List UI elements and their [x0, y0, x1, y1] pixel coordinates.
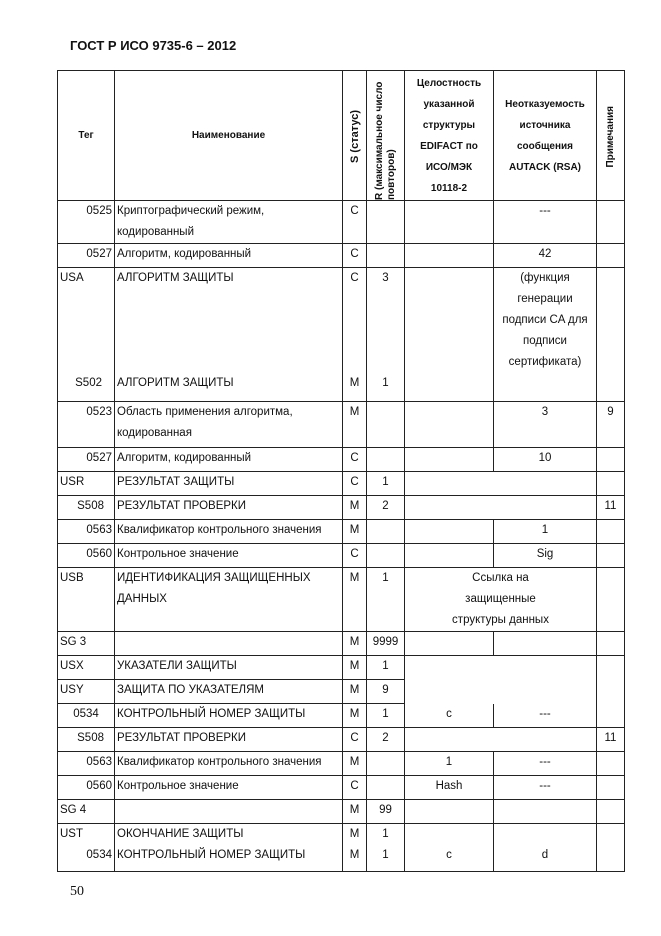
- autack-cell: d: [494, 824, 597, 872]
- tag-cell: USB: [58, 568, 115, 632]
- table-row: [58, 496, 625, 520]
- header-tag: Тег: [58, 71, 115, 201]
- table-row: [58, 824, 625, 872]
- status-cell: C: [343, 728, 367, 752]
- name-cell: РЕЗУЛЬТАТ ПРОВЕРКИ: [115, 496, 343, 520]
- status-cell: M: [343, 568, 367, 632]
- note-cell: [597, 448, 625, 472]
- note-cell: [597, 656, 625, 680]
- header-repeats: R (максимальное число повторов): [367, 71, 405, 201]
- table-row: [58, 568, 625, 632]
- tag-cell: 0563: [58, 520, 115, 544]
- autack-cell: 10: [494, 448, 597, 472]
- name-cell: Контрольное значение: [115, 544, 343, 568]
- edifact-cell: [405, 680, 494, 704]
- table-row: [58, 752, 625, 776]
- edifact-cell: [405, 402, 494, 448]
- edifact-cell: [405, 544, 494, 568]
- name-cell: РЕЗУЛЬТАТ ПРОВЕРКИ: [115, 728, 343, 752]
- note-cell: 11: [597, 728, 625, 752]
- tag-cell: 0527: [58, 244, 115, 268]
- table-row: [58, 776, 625, 800]
- name-cell: Алгоритм, кодированный: [115, 244, 343, 268]
- tag-cell: SG 3: [58, 632, 115, 656]
- repeats-cell: 99: [367, 800, 405, 824]
- header-name: Наименование: [115, 71, 343, 201]
- edifact-cell: [405, 201, 494, 244]
- tag-cell: USA S502: [58, 268, 115, 402]
- name-cell: Алгоритм, кодированный: [115, 448, 343, 472]
- header-edifact: Целостность указанной структуры EDIFACT по ИСО/МЭК 10118-2: [405, 71, 494, 201]
- note-cell: [597, 472, 625, 496]
- page-number: 50: [70, 884, 84, 899]
- note-cell: [597, 520, 625, 544]
- note-cell: [597, 201, 625, 244]
- autack-cell: ---: [494, 776, 597, 800]
- status-cell: M: [343, 496, 367, 520]
- name-cell: УКАЗАТЕЛИ ЗАЩИТЫ: [115, 656, 343, 680]
- repeats-cell: [367, 244, 405, 268]
- autack-cell: (функция генерации подписи CA для подписи сертификата): [494, 268, 597, 402]
- repeats-cell: 1: [367, 568, 405, 632]
- table-row: [58, 201, 625, 244]
- tag-cell: 0534: [58, 704, 115, 728]
- tag-cell: 0527: [58, 448, 115, 472]
- status-cell: M: [343, 800, 367, 824]
- header-autack: Неотказуемость источника сообщения AUTACK (RSA): [494, 71, 597, 201]
- document-title: ГОСТ Р ИСО 9735-6 – 2012: [70, 38, 237, 53]
- spec-table: [57, 70, 625, 872]
- autack-cell: [494, 680, 597, 704]
- table-row: [58, 472, 625, 496]
- tag-cell: USY: [58, 680, 115, 704]
- repeats-cell: 3 1: [367, 268, 405, 402]
- tag-cell: UST 0534: [58, 824, 115, 872]
- autack-cell: [494, 472, 597, 496]
- autack-cell: [494, 656, 597, 680]
- note-cell: [597, 800, 625, 824]
- name-cell: АЛГОРИТМ ЗАЩИТЫ АЛГОРИТМ ЗАЩИТЫ: [115, 268, 343, 402]
- status-cell: C: [343, 544, 367, 568]
- note-cell: [597, 776, 625, 800]
- header-row: [58, 71, 625, 201]
- note-cell: [597, 632, 625, 656]
- tag-cell: 0560: [58, 776, 115, 800]
- name-cell: Контрольное значение: [115, 776, 343, 800]
- autack-cell: [494, 728, 597, 752]
- note-cell: [597, 568, 625, 632]
- repeats-cell: [367, 520, 405, 544]
- repeats-cell: [367, 201, 405, 244]
- edifact-cell: Hash: [405, 776, 494, 800]
- merged-integrity-cell: Ссылка на защищенные структуры данных: [405, 568, 597, 632]
- autack-cell: ---: [494, 201, 597, 244]
- name-cell: ИДЕНТИФИКАЦИЯ ЗАЩИЩЕННЫХ ДАННЫХ: [115, 568, 343, 632]
- name-cell: [115, 800, 343, 824]
- status-cell: M: [343, 752, 367, 776]
- name-cell: РЕЗУЛЬТАТ ЗАЩИТЫ: [115, 472, 343, 496]
- autack-cell: [494, 632, 597, 656]
- edifact-cell: c: [405, 704, 494, 728]
- edifact-cell: [405, 728, 494, 752]
- note-cell: 9: [597, 402, 625, 448]
- header-notes: Примечания: [597, 71, 625, 201]
- table-row: [58, 448, 625, 472]
- repeats-cell: [367, 402, 405, 448]
- autack-cell: Sig: [494, 544, 597, 568]
- header-status: S (статус): [343, 71, 367, 201]
- status-cell: C: [343, 201, 367, 244]
- edifact-cell: [405, 632, 494, 656]
- repeats-cell: 1: [367, 656, 405, 680]
- name-cell: [115, 632, 343, 656]
- repeats-cell: 2: [367, 496, 405, 520]
- status-cell: C: [343, 448, 367, 472]
- status-cell: M: [343, 680, 367, 704]
- note-cell: 11: [597, 496, 625, 520]
- name-cell: Квалификатор контрольного значения: [115, 520, 343, 544]
- note-cell: [597, 268, 625, 402]
- table-row: [58, 632, 625, 656]
- tag-cell: USR: [58, 472, 115, 496]
- note-cell: [597, 824, 625, 872]
- repeats-cell: 9999: [367, 632, 405, 656]
- edifact-cell: [405, 656, 494, 680]
- tag-cell: 0525: [58, 201, 115, 244]
- name-cell: Область применения алгоритма, кодированная: [115, 402, 343, 448]
- note-cell: [597, 244, 625, 268]
- autack-cell: [494, 800, 597, 824]
- name-cell: ЗАЩИТА ПО УКАЗАТЕЛЯМ: [115, 680, 343, 704]
- table-row: [58, 544, 625, 568]
- repeats-cell: [367, 544, 405, 568]
- repeats-cell: 1: [367, 472, 405, 496]
- repeats-cell: [367, 752, 405, 776]
- name-cell: Криптографический режим, кодированный: [115, 201, 343, 244]
- status-cell: M: [343, 520, 367, 544]
- name-cell: Квалификатор контрольного значения: [115, 752, 343, 776]
- edifact-cell: [405, 520, 494, 544]
- tag-cell: S508: [58, 496, 115, 520]
- tag-cell: 0523: [58, 402, 115, 448]
- repeats-cell: 2: [367, 728, 405, 752]
- note-cell: [597, 752, 625, 776]
- autack-cell: 3: [494, 402, 597, 448]
- repeats-cell: 9: [367, 680, 405, 704]
- note-cell: [597, 704, 625, 728]
- status-cell: M M: [343, 824, 367, 872]
- status-cell: C M: [343, 268, 367, 402]
- edifact-cell: [405, 448, 494, 472]
- autack-cell: [494, 496, 597, 520]
- edifact-cell: 1: [405, 752, 494, 776]
- status-cell: M: [343, 704, 367, 728]
- autack-cell: 1: [494, 520, 597, 544]
- edifact-cell: [405, 244, 494, 268]
- repeats-cell: 1: [367, 704, 405, 728]
- tag-cell: 0560: [58, 544, 115, 568]
- autack-cell: ---: [494, 704, 597, 728]
- repeats-cell: 1 1: [367, 824, 405, 872]
- status-cell: C: [343, 472, 367, 496]
- table-row: [58, 680, 625, 704]
- name-cell: ОКОНЧАНИЕ ЗАЩИТЫ КОНТРОЛЬНЫЙ НОМЕР ЗАЩИТЫ: [115, 824, 343, 872]
- tag-cell: 0563: [58, 752, 115, 776]
- status-cell: M: [343, 656, 367, 680]
- table-row: [58, 520, 625, 544]
- table-row: [58, 244, 625, 268]
- status-cell: M: [343, 632, 367, 656]
- status-cell: C: [343, 776, 367, 800]
- table-row: [58, 800, 625, 824]
- edifact-cell: c: [405, 824, 494, 872]
- repeats-cell: [367, 776, 405, 800]
- autack-cell: ---: [494, 752, 597, 776]
- table-row: [58, 402, 625, 448]
- tag-cell: SG 4: [58, 800, 115, 824]
- edifact-cell: [405, 800, 494, 824]
- table-row: [58, 728, 625, 752]
- table-row: [58, 656, 625, 680]
- status-cell: M: [343, 402, 367, 448]
- note-cell: [597, 680, 625, 704]
- edifact-cell: [405, 268, 494, 402]
- note-cell: [597, 544, 625, 568]
- table-row: [58, 268, 625, 402]
- name-cell: КОНТРОЛЬНЫЙ НОМЕР ЗАЩИТЫ: [115, 704, 343, 728]
- edifact-cell: [405, 472, 494, 496]
- status-cell: C: [343, 244, 367, 268]
- repeats-cell: [367, 448, 405, 472]
- autack-cell: 42: [494, 244, 597, 268]
- edifact-cell: [405, 496, 494, 520]
- tag-cell: S508: [58, 728, 115, 752]
- tag-cell: USX: [58, 656, 115, 680]
- table-row: [58, 704, 625, 728]
